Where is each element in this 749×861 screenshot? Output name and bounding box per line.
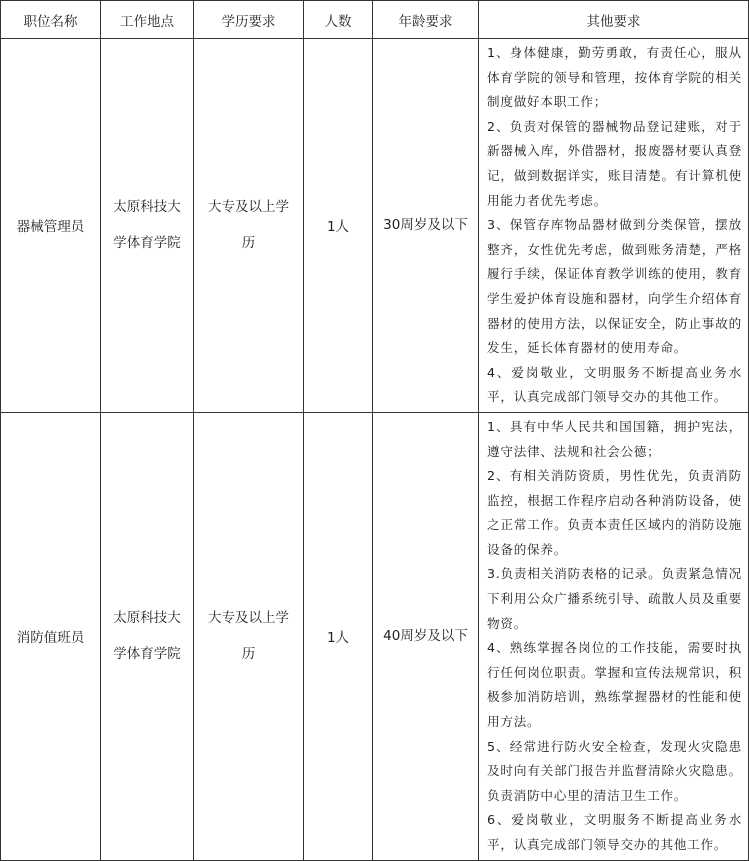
- header-location: 工作地点: [101, 1, 194, 39]
- table-row: [1, 412, 749, 860]
- requirement-item: 2、负责对保管的器械物品登记建账，对于新器械入库，外借器材，报废器材要认真登记，做到数据详实，账目清楚。有计算机使用能力者优先考虑。: [487, 118, 742, 208]
- location-cell: 太原科技大学体育学院: [101, 39, 194, 413]
- requirement-item: 4、熟练掌握各岗位的工作技能，需要时执行任何岗位职责。掌握和宣传法规常识，积极参加消防培训，熟练掌握器材的性能和使用方法。: [487, 640, 742, 730]
- header-count: 人数: [304, 1, 373, 39]
- requirement-item: 3.负责相关消防表格的记录。负责紧急情况下利用公众广播系统引导、疏散人员及重要物资。: [487, 566, 742, 631]
- count-cell: 1人: [304, 39, 373, 413]
- education-cell: 大专及以上学历: [194, 39, 304, 413]
- age-cell: 40周岁及以下: [373, 412, 479, 860]
- requirement-item: 4、爱岗敬业，文明服务不断提高业务水平，认真完成部门领导交办的其他工作。: [487, 364, 742, 405]
- header-other: 其他要求: [479, 1, 749, 39]
- position-cell: 器械管理员: [1, 39, 101, 413]
- requirement-item: 3、保管存库物品器材做到分类保管，摆放整齐，女性优先考虑，做到账务清楚，严格履行手续，保证体育教学训练的使用，教育学生爱护体育设施和器材，向学生介绍体育器材的使用方法，以保证安全，防止事故的发生，延长体育器材的使用寿命。: [487, 217, 742, 356]
- requirement-item: 6、爱岗敬业，文明服务不断提高业务水平，认真完成部门领导交办的其他工作。: [487, 812, 742, 852]
- age-cell: 30周岁及以下: [373, 39, 479, 413]
- requirement-item: 5、经常进行防火安全检查，发现火灾隐患及时向有关部门报告并监督清除火灾隐患。负责消防中心里的清洁卫生工作。: [487, 738, 742, 803]
- location-cell: 太原科技大学体育学院: [101, 412, 194, 860]
- position-cell: 消防值班员: [1, 412, 101, 860]
- requirement-item: 1、具有中华人民共和国国籍，拥护宪法，遵守法律、法规和社会公德；: [487, 418, 742, 459]
- table-row: [1, 39, 749, 413]
- education-cell: 大专及以上学历: [194, 412, 304, 860]
- requirements-cell: [479, 412, 749, 860]
- requirements-cell: [479, 39, 749, 413]
- header-education: 学历要求: [194, 1, 304, 39]
- header-position: 职位名称: [1, 1, 101, 39]
- count-cell: 1人: [304, 412, 373, 860]
- header-row: [1, 1, 749, 39]
- header-age: 年龄要求: [373, 1, 479, 39]
- requirement-item: 1、身体健康，勤劳勇敢，有责任心，服从体育学院的领导和管理，按体育学院的相关制度做好本职工作；: [487, 45, 742, 110]
- requirement-item: 2、有相关消防资质，男性优先，负责消防监控，根据工作程序启动各种消防设备，使之正常工作。负责本责任区域内的消防设施设备的保养。: [487, 468, 742, 557]
